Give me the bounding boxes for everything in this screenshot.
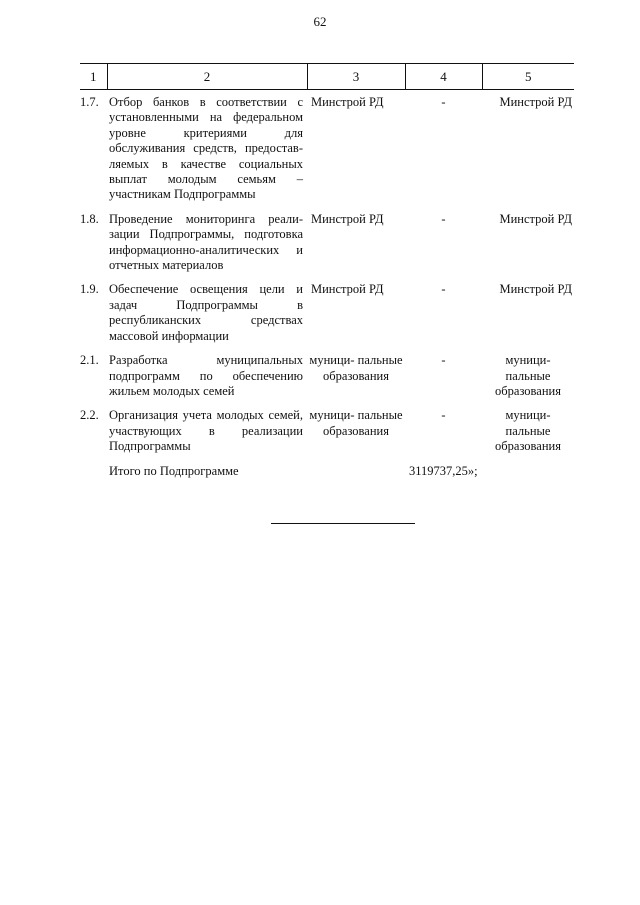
responsible-party: Минстрой РД (499, 95, 572, 109)
measure-description: Организация учета молодых семей, участвующих в реализации Подпрограммы (109, 408, 303, 454)
column-header-5: 5 (482, 64, 574, 90)
executor: Минстрой РД (311, 211, 384, 226)
executor: Минстрой РД (311, 282, 384, 297)
funding-amount: - (441, 408, 446, 423)
table-row (80, 353, 574, 408)
total-row-spacer (80, 464, 107, 479)
closing-separator-line (271, 523, 415, 524)
total-value: 3119737,25»; (409, 463, 478, 478)
program-measures-table (80, 63, 574, 479)
table-row (80, 408, 574, 463)
column-header-2: 2 (107, 64, 307, 90)
measure-description: Разработка муниципальных подпрограмм по обеспечению жильем молодых семей (109, 353, 303, 398)
column-header-1: 1 (80, 64, 107, 90)
column-header-3: 3 (307, 64, 405, 90)
table-header-row (80, 64, 574, 90)
row-number: 2.2. (80, 408, 99, 423)
table-row (80, 282, 574, 353)
total-row (80, 464, 574, 479)
executor: муници- пальные образования (309, 353, 403, 383)
row-number: 1.8. (80, 211, 99, 226)
row-number: 2.1. (80, 353, 99, 368)
executor: Минстрой РД (311, 95, 384, 109)
measure-description: Отбор банков в соответствии с установленными на федеральном уровне критериями для обслуживания средств, предостав- ляемых в качестве социальных выплат молодым семьям – участникам Подпрограммы (109, 95, 303, 202)
table-row (80, 212, 574, 283)
funding-amount: - (441, 353, 446, 368)
row-number: 1.7. (80, 95, 99, 109)
table-row (80, 90, 574, 212)
measure-description: Проведение мониторинга реали- зации Подпрограммы, подготовка информационно-аналитических и отчетных материалов (109, 211, 303, 273)
executor: муници- пальные образования (309, 408, 403, 438)
funding-amount: - (441, 282, 446, 297)
column-header-4: 4 (405, 64, 482, 90)
responsible-party: Минстрой РД (499, 282, 572, 297)
responsible-party: муници- пальные образования (495, 353, 561, 398)
measure-description: Обеспечение освещения цели и задач Подпрограммы в республиканских средствах массовой информации (109, 282, 303, 343)
responsible-party: Минстрой РД (499, 211, 572, 226)
total-label: Итого по Подпрограмме (109, 463, 239, 478)
total-row-spacer (307, 464, 405, 479)
funding-amount: - (441, 211, 446, 226)
responsible-party: муници- пальные образования (495, 408, 561, 454)
funding-amount: - (441, 95, 446, 109)
row-number: 1.9. (80, 282, 99, 297)
page-number: 62 (313, 14, 327, 29)
